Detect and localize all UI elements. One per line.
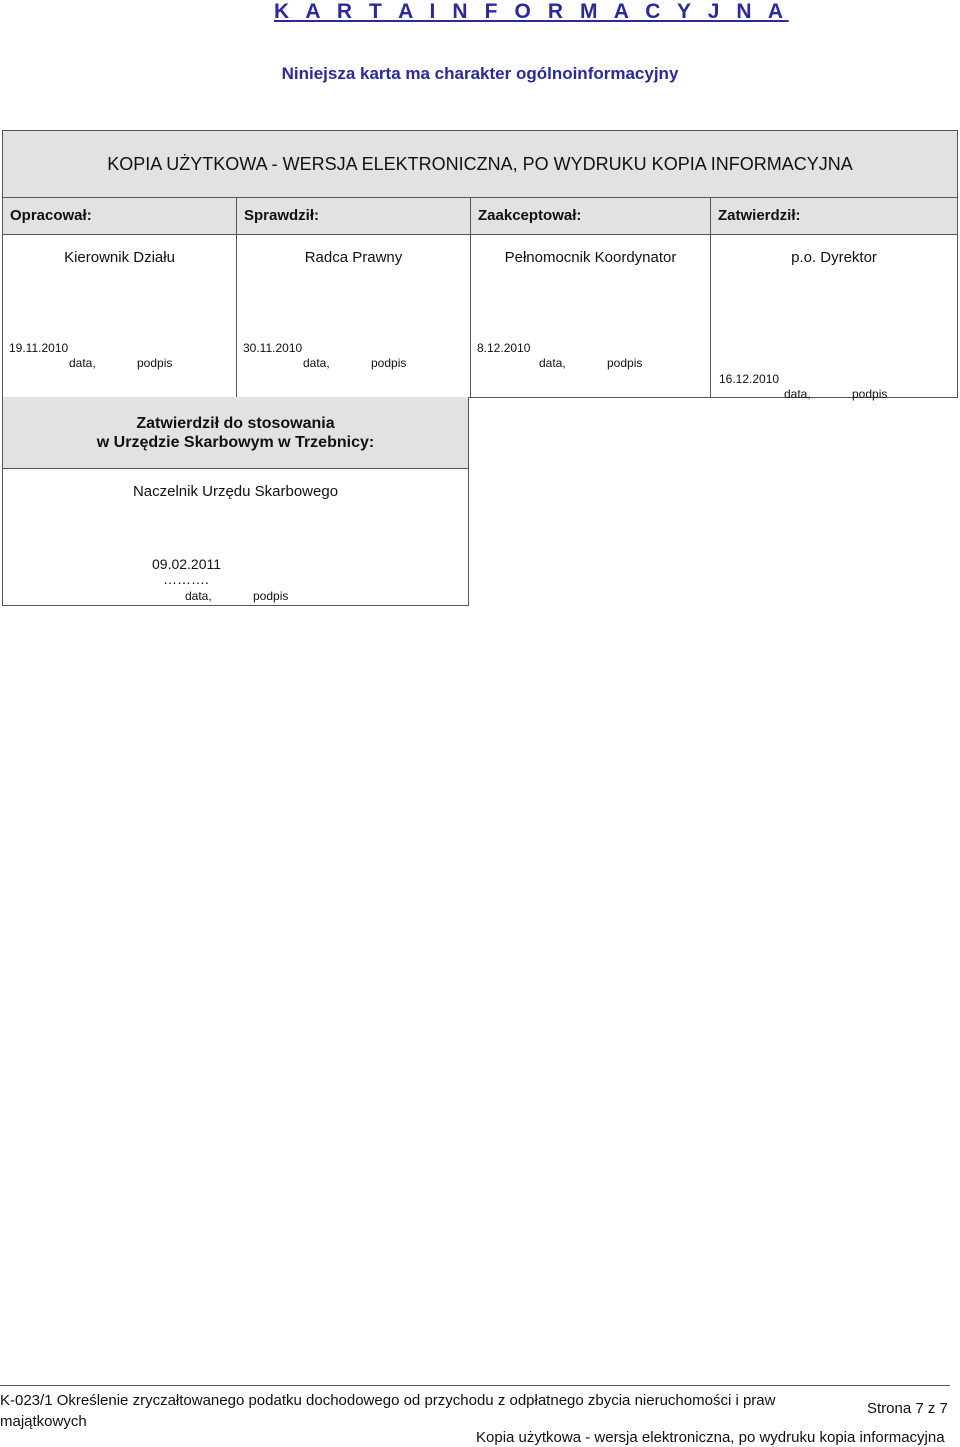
final-approval-date: 09.02.2011 (152, 556, 222, 572)
label-approved: Zatwierdził: (718, 207, 801, 224)
label-accepted: Zaakceptował: (478, 207, 582, 224)
sig-podpis-checked: podpis (371, 356, 407, 370)
footer-document-title: K-023/1 Określenie zryczałtowanego podatku dochodowego od przychodu z odpłatnego zbycia nieruchomości i praw majątkowych (0, 1392, 776, 1430)
sig-data-prepared: data, (69, 356, 96, 370)
approval-cell-approved (711, 235, 958, 401)
label-checked: Sprawdził: (244, 207, 320, 224)
label-cell-accepted (471, 198, 711, 235)
role-accepted: Pełnomocnik Koordynator (504, 249, 677, 266)
sig-data-checked: data, (303, 356, 330, 370)
final-approval-header (3, 397, 469, 469)
date-accepted: 8.12.2010 (477, 341, 531, 355)
final-approval-title-line1: Zatwierdził do stosowania (136, 415, 335, 432)
date-approved: 16.12.2010 (719, 372, 780, 386)
sig-data-approved: data, (784, 387, 811, 401)
label-cell-approved (711, 198, 958, 235)
usage-banner (3, 131, 958, 198)
date-prepared: 19.11.2010 (9, 341, 69, 355)
approval-cell-accepted (471, 235, 711, 398)
approval-cell-prepared (3, 235, 237, 398)
final-approval-title-line2: w Urzędzie Skarbowym w Trzebnicy: (96, 434, 375, 451)
footer-copy-note: Kopia użytkowa - wersja elektroniczna, po wydruku kopia informacyjna (476, 1429, 945, 1446)
sig-podpis-accepted: podpis (607, 356, 643, 370)
label-cell-checked (237, 198, 471, 235)
usage-banner-text: KOPIA UŻYTKOWA - WERSJA ELEKTRONICZNA, PO WYDRUKU KOPIA INFORMACYJNA (107, 154, 853, 174)
final-approval-table (2, 397, 469, 606)
signature-caption-prepared (69, 356, 172, 370)
card-title: K A R T A I N F O R M A C Y J N A (274, 0, 789, 23)
label-cell-prepared (3, 198, 237, 235)
signature-caption-accepted (539, 356, 642, 370)
footer-page-number: Strona 7 z 7 (867, 1400, 948, 1417)
final-approval-dots: ………. (163, 571, 209, 587)
approval-cell-checked (237, 235, 471, 398)
final-approval-cell (3, 469, 469, 606)
role-approved: p.o. Dyrektor (791, 249, 877, 266)
sig-podpis-approved: podpis (852, 387, 888, 401)
role-checked: Radca Prawny (304, 249, 403, 266)
card-subtitle: Niniejsza karta ma charakter ogólnoinformacyjny (281, 64, 679, 83)
sig-podpis-prepared: podpis (137, 356, 173, 370)
signature-caption-approved (784, 387, 887, 401)
final-approval-signature-caption (185, 589, 288, 603)
label-prepared: Opracował: (10, 207, 92, 224)
final-sig-podpis: podpis (253, 589, 289, 603)
date-checked: 30.11.2010 (243, 341, 303, 355)
footer-divider (0, 1385, 950, 1386)
sig-data-accepted: data, (539, 356, 566, 370)
final-approval-role: Naczelnik Urzędu Skarbowego (132, 483, 339, 500)
approval-table (2, 130, 958, 401)
role-prepared: Kierownik Działu (64, 249, 175, 266)
final-sig-data: data, (185, 589, 212, 603)
signature-caption-checked (303, 356, 406, 370)
